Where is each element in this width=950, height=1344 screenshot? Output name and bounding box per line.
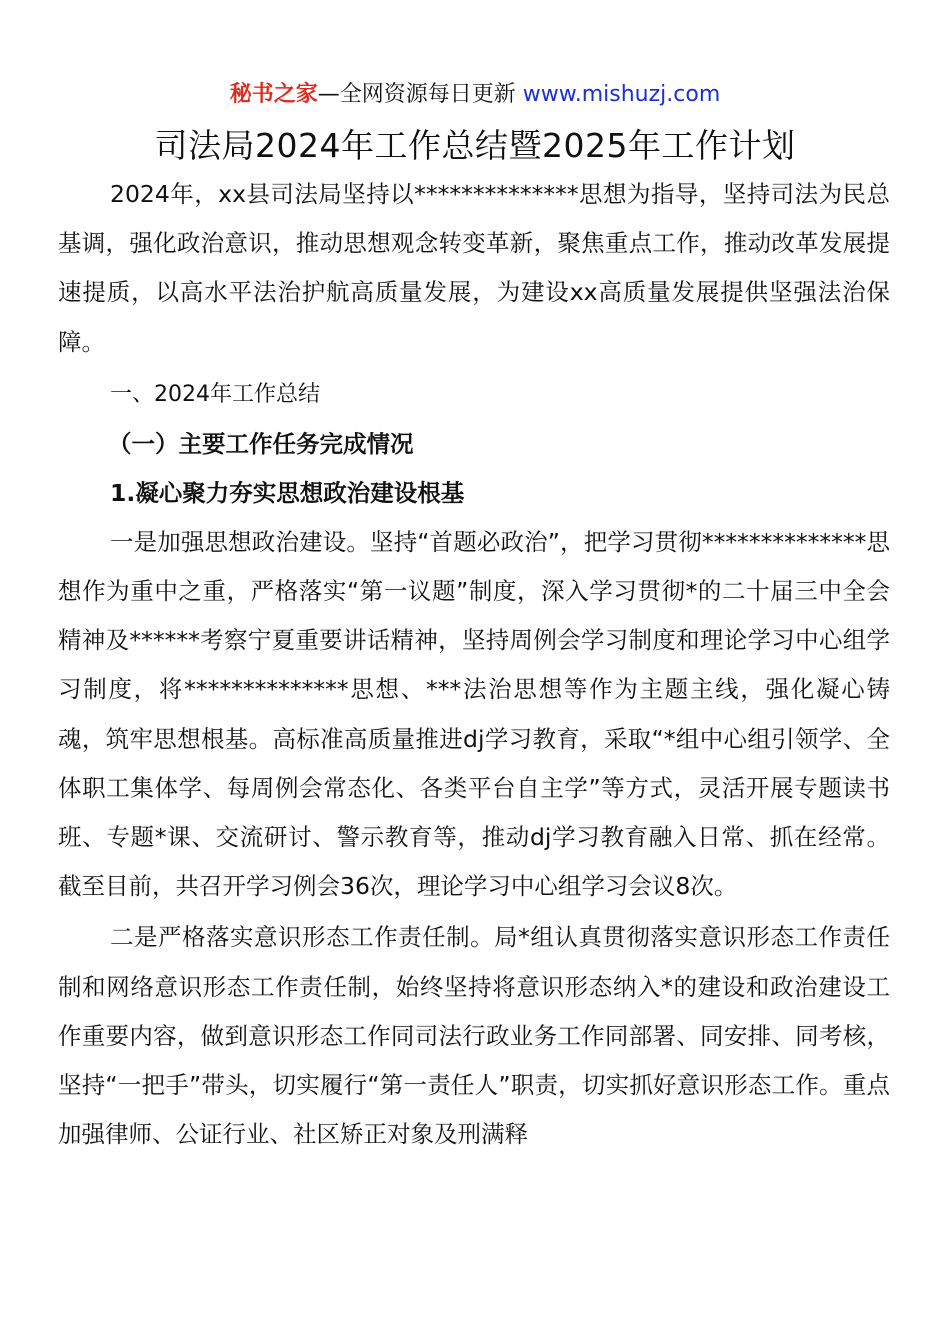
- banner-brand: 秘书之家: [229, 82, 318, 107]
- intro-paragraph: 2024年，xx县司法局坚持以**************思想为指导，坚持司法为民总基调，强化政治意识，推动思想观念转变革新，聚焦重点工作，推动改革发展提速提质，以高水平法治护航高质量发展，为建设xx高质量发展提供坚强法治保障。: [58, 180, 890, 356]
- subsection-heading: （一）主要工作任务完成情况: [108, 429, 414, 458]
- document-body: [58, 170, 890, 1159]
- document-title: 司法局2024年工作总结暨2025年工作计划: [154, 126, 796, 165]
- section-heading: 一、2024年工作总结: [110, 381, 320, 407]
- item-heading: 1.凝心聚力夯实思想政治建设根基: [110, 478, 465, 507]
- site-banner: [0, 80, 950, 110]
- body-paragraph-2: 二是严格落实意识形态工作责任制。局*组认真贯彻落实意识形态工作责任制和网络意识形态工作责任制，始终坚持将意识形态纳入*的建设和政治建设工作重要内容，做到意识形态工作同司法行政业务工作同部署、同安排、同考核，坚持“一把手”带头，切实履行“第一责任人”职责，切实抓好意识形态工作。重点加强律师、公证行业、社区矫正对象及刑满释: [58, 923, 890, 1149]
- banner-tagline: —全网资源每日更新: [317, 82, 523, 107]
- body-paragraph-1: 一是加强思想政治建设。坚持“首题必政治”，把学习贯彻**************思想作为重中之重，严格落实“第一议题”制度，深入学习贯彻*的二十届三中全会精神及******考察宁夏重要讲话精神，坚持周例会学习制度和理论学习中心组学习制度，将**************思想、***法治思想等作为主题主线，强化凝心铸魂，筑牢思想根基。高标准高质量推进dj学习教育，采取“*组中心组引领学、全体职工集体学、每周例会常态化、各类平台自主学”等方式，灵活开展专题读书班、专题*课、交流研讨、警示教育等，推动dj学习教育融入日常、抓在经常。截至目前，共召开学习例会36次，理论学习中心组学习会议8次。: [58, 527, 890, 901]
- banner-url-link[interactable]: www.mishuzj.com: [522, 82, 721, 107]
